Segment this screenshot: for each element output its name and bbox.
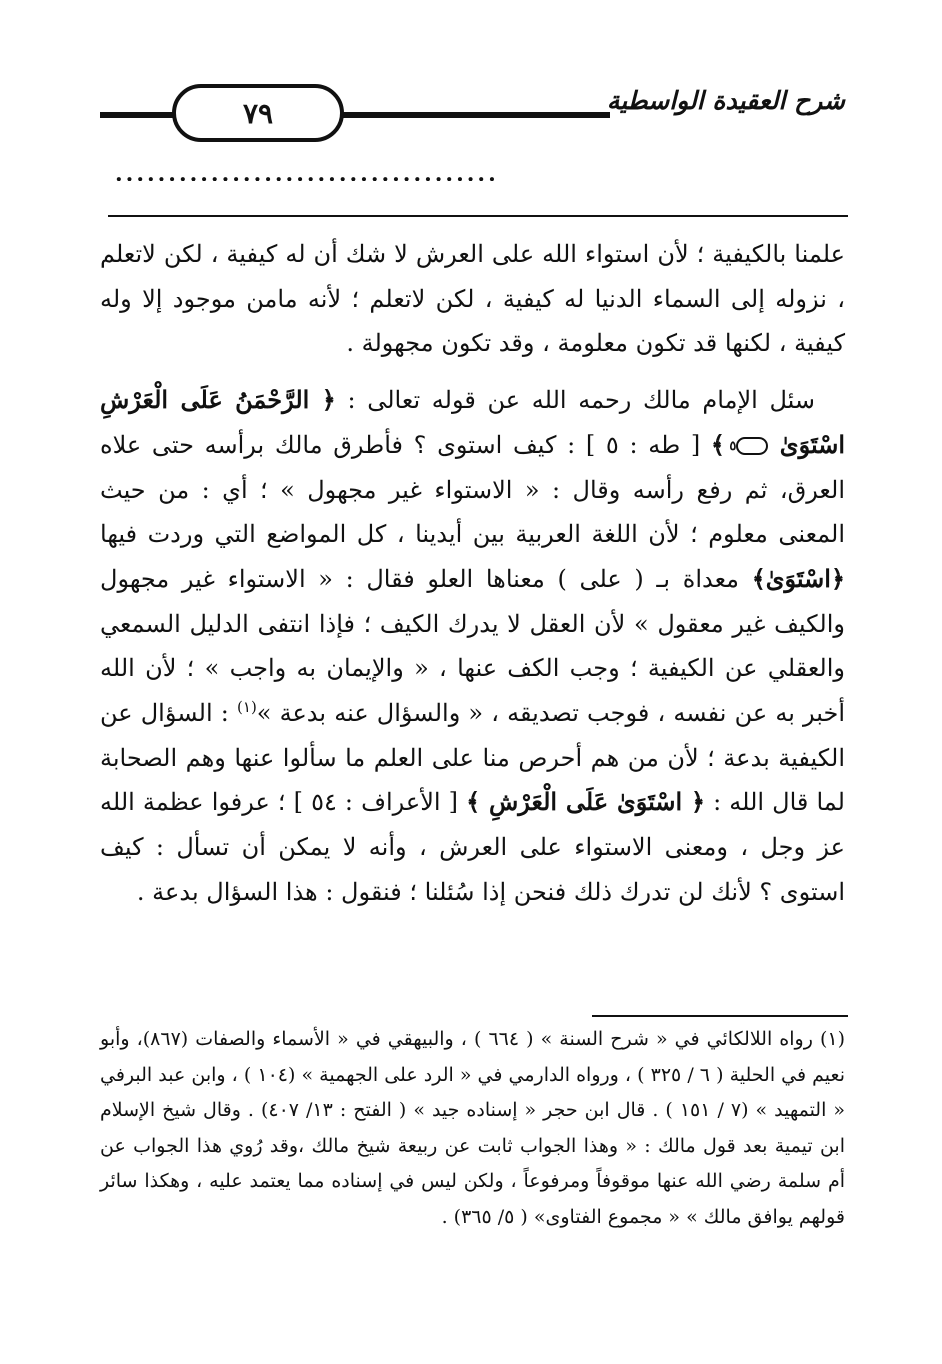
p2-text-e: [ الأعراف : ٥٤ ] ؛ عرفوا عظمة الله عز وجل ، ومعنى الاستواء على العرش ، وأنه لا يمكن أن تسأل : كيف استوى ؟ لأنك لن تدرك ذلك فنحن إذا سُئلنا ؛ فنقول : هذا السؤال بدعة .: [100, 788, 845, 906]
main-text: [100, 232, 845, 915]
quran-quote-1: ﴿ الرَّحْمَنُ عَلَى الْعَرْشِ اسْتَوَىٰ ٥ ﴾: [100, 385, 845, 459]
footnote-text: (١) رواه اللالكائي في « شرح السنة » ( ٦٦٤ ) ، والبيهقي في « الأسماء والصفات (٨٦٧)، وأبو نعيم في الحلية ( ٦ / ٣٢٥ ) ، ورواه الدارمي في « الرد على الجهمية » (١٠٤ ) ، وابن عبد البرفي « التمهيد » (٧ / ١٥١ ) . قال ابن حجر « إسناده جيد » ( الفتح : ١٣/ ٤٠٧) . وقال شيخ الإسلام ابن تيمية بعد قول مالك : « وهذا الجواب ثابت عن ربيعة شيخ مالك ،وقد رُوي هذا الجواب عن أم سلمة رضي الله عنها موقوفاً ومرفوعاً ، ولكن ليس في إسناده مما يعتمد عليه ، وهكذا سائر قولهم يوافق مالك » « مجموع الفتاوى» ( ٥/ ٣٦٥) .: [100, 1028, 846, 1228]
header-rule-left: [100, 112, 180, 118]
page-number-badge: [172, 84, 344, 142]
page-number: ٧٩: [242, 96, 274, 130]
paragraph-1: علمنا بالكيفية ؛ لأن استواء الله على العرش لا شك أن له كيفية ، لكن لاتعلم ، نزوله إلى السماء الدنيا له كيفية ، لكن لاتعلم ؛ لأنه مامن موجود إلا وله كيفية ، لكنها قد تكون معلومة ، وقد تكون مجهولة .: [100, 240, 845, 358]
running-header: [100, 82, 845, 142]
dotted-separator: ....................................: [115, 167, 499, 181]
header-rule-right: [340, 112, 610, 118]
p2-text-b: [ طه : ٥ ] : كيف استوى ؟ فأطرق مالك برأسه حتى علاه العرق، ثم رفع رأسه وقال : « الاستواء غير مجهول » ؛ أي : من حيث المعنى معلوم ؛ لأن اللغة العربية بين أيدينا ، كل المواضع التي وردت فيها: [100, 430, 845, 549]
footnote: [100, 1022, 845, 1235]
quran-quote-3: ﴿ اسْتَوَىٰ عَلَى الْعَرْشِ ﴾: [466, 787, 706, 817]
paragraph-2: [100, 378, 845, 914]
ayah-number-mark: ٥: [736, 437, 768, 455]
book-title: شرح العقيدة الواسطية: [606, 86, 845, 115]
p2-text-d: : السؤال عن الكيفية بدعة ؛ لأن من هم أحرص منا على العلم ما سألوا عنها وهم الصحابة لما قال الله :: [100, 699, 845, 817]
top-rule: [108, 215, 848, 217]
quran-quote-2: ﴿اسْتَوَىٰ﴾: [751, 563, 846, 593]
footnote-ref: (١): [237, 698, 257, 717]
footnote-rule: [592, 1015, 848, 1017]
p2-text-c: معداة بـ ( على ) معناها العلو فقال : « الاستواء غير مجهول والكيف غير معقول » لأن العقل لا يدرك الكيف ؛ فإذا انتفى الدليل السمعي والعقلي عن الكيفية ؛ وجب الكف عنها ، « والإيمان به واجب » ؛ لأن الله أخبر به عن نفسه ، فوجب تصديقه ، « والسؤال عنه بدعة »: [100, 564, 846, 728]
p2-text-a: سئل الإمام مالك رحمه الله عن قوله تعالى :: [347, 386, 815, 415]
